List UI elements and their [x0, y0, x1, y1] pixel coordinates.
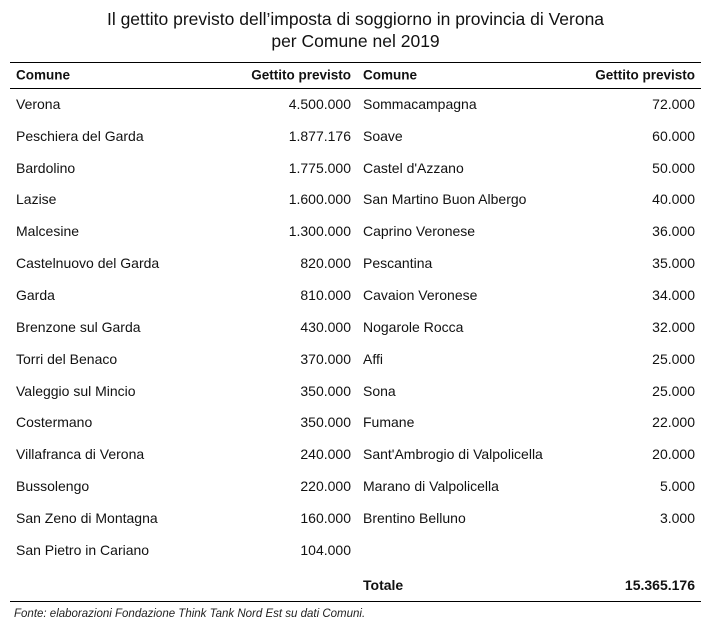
comune-name: Garda [16, 286, 55, 303]
table-row [357, 120, 701, 152]
gettito-value: 160.000 [300, 509, 351, 526]
table-row [10, 438, 357, 470]
comune-name: Valeggio sul Mincio [16, 382, 136, 399]
gettito-value: 350.000 [300, 382, 351, 399]
left-table-body [10, 88, 357, 566]
comune-name: Caprino Veronese [363, 223, 476, 240]
comune-name: Torri del Benaco [16, 350, 118, 367]
table-row [10, 375, 357, 407]
gettito-value: 1.300.000 [288, 223, 351, 240]
comune-name: Sona [363, 382, 396, 399]
header-comune-right: Comune [363, 67, 417, 83]
table-row [357, 406, 701, 438]
table-row [357, 438, 701, 470]
table-row [357, 470, 701, 502]
right-table-body [357, 88, 701, 534]
gettito-value: 40.000 [652, 191, 695, 208]
table-row [357, 88, 701, 120]
table-row [357, 184, 701, 216]
comune-name: Bardolino [16, 159, 76, 176]
comune-name: Costermano [16, 414, 93, 431]
table-bottom-rule [10, 601, 701, 602]
table-row [10, 215, 357, 247]
gettito-value: 1.877.176 [288, 127, 351, 144]
comune-name: Castelnuovo del Garda [16, 255, 160, 272]
page-title [0, 8, 711, 52]
gettito-value: 25.000 [652, 350, 695, 367]
table-row [10, 152, 357, 184]
table-row [10, 247, 357, 279]
source-note: Fonte: elaborazioni Fondazione Think Tank Nord Est su dati Comuni. [14, 608, 366, 620]
table-row [10, 534, 357, 566]
gettito-value: 1.775.000 [288, 159, 351, 176]
gettito-value: 1.600.000 [288, 191, 351, 208]
gettito-value: 820.000 [300, 255, 351, 272]
gettito-value: 32.000 [652, 318, 695, 335]
comune-name: Malcesine [16, 223, 80, 240]
gettito-value: 5.000 [659, 478, 695, 495]
title-line-1: Il gettito previsto dell’imposta di soggiorno in provincia di Verona [106, 9, 605, 29]
comune-name: Brenzone sul Garda [16, 318, 141, 335]
comune-name: San Zeno di Montagna [16, 509, 158, 526]
comune-name: Marano di Valpolicella [363, 478, 499, 495]
gettito-value: 20.000 [652, 446, 695, 463]
comune-name: Castel d'Azzano [363, 159, 464, 176]
table-row [357, 375, 701, 407]
table-row [10, 88, 357, 120]
comune-name: Soave [363, 127, 403, 144]
comune-name: San Martino Buon Albergo [363, 191, 527, 208]
table-row [357, 247, 701, 279]
table-row [10, 470, 357, 502]
table-row [357, 343, 701, 375]
gettito-value: 370.000 [300, 350, 351, 367]
table-row [10, 502, 357, 534]
comune-name: Peschiera del Garda [16, 127, 144, 144]
table-row [357, 152, 701, 184]
table-row [10, 406, 357, 438]
gettito-value: 72.000 [652, 95, 695, 112]
table-row [10, 343, 357, 375]
total-value: 15.365.176 [624, 577, 695, 593]
gettito-value: 220.000 [300, 478, 351, 495]
gettito-value: 50.000 [652, 159, 695, 176]
comune-name: Affi [363, 350, 383, 367]
left-table-column [10, 62, 357, 566]
comune-name: Lazise [16, 191, 57, 208]
gettito-value: 25.000 [652, 382, 695, 399]
gettito-value: 34.000 [652, 286, 695, 303]
gettito-value: 35.000 [652, 255, 695, 272]
gettito-value: 350.000 [300, 414, 351, 431]
left-header-row [10, 62, 357, 88]
table-row [10, 279, 357, 311]
title-line-2: per Comune nel 2019 [271, 31, 440, 51]
comune-name: Brentino Belluno [363, 509, 466, 526]
comune-name: Sommacampagna [363, 95, 477, 112]
comune-name: Verona [16, 95, 61, 112]
table-row [357, 215, 701, 247]
comune-name: Pescantina [363, 255, 433, 272]
comune-name: Cavaion Veronese [363, 286, 478, 303]
gettito-value: 104.000 [300, 541, 351, 558]
comune-name: Sant'Ambrogio di Valpolicella [363, 446, 543, 463]
right-table-column [357, 62, 701, 534]
header-gettito-left: Gettito previsto [251, 67, 351, 83]
table-row [357, 279, 701, 311]
comune-name: Fumane [363, 414, 415, 431]
table-row [357, 502, 701, 534]
total-label: Totale [363, 577, 404, 593]
gettito-value: 36.000 [652, 223, 695, 240]
comune-name: San Pietro in Cariano [16, 541, 150, 558]
comune-name: Villafranca di Verona [16, 446, 145, 463]
gettito-value: 3.000 [659, 509, 695, 526]
gettito-value: 4.500.000 [288, 95, 351, 112]
gettito-value: 240.000 [300, 446, 351, 463]
table-row [10, 120, 357, 152]
gettito-value: 22.000 [652, 414, 695, 431]
gettito-value: 60.000 [652, 127, 695, 144]
header-comune-left: Comune [16, 67, 70, 83]
comune-name: Bussolengo [16, 478, 90, 495]
header-gettito-right: Gettito previsto [595, 67, 695, 83]
gettito-value: 810.000 [300, 286, 351, 303]
right-header-row [357, 62, 701, 88]
table-row [10, 311, 357, 343]
table-row [357, 311, 701, 343]
table-row [10, 184, 357, 216]
total-row [357, 569, 701, 601]
comune-name: Nogarole Rocca [363, 318, 464, 335]
gettito-value: 430.000 [300, 318, 351, 335]
